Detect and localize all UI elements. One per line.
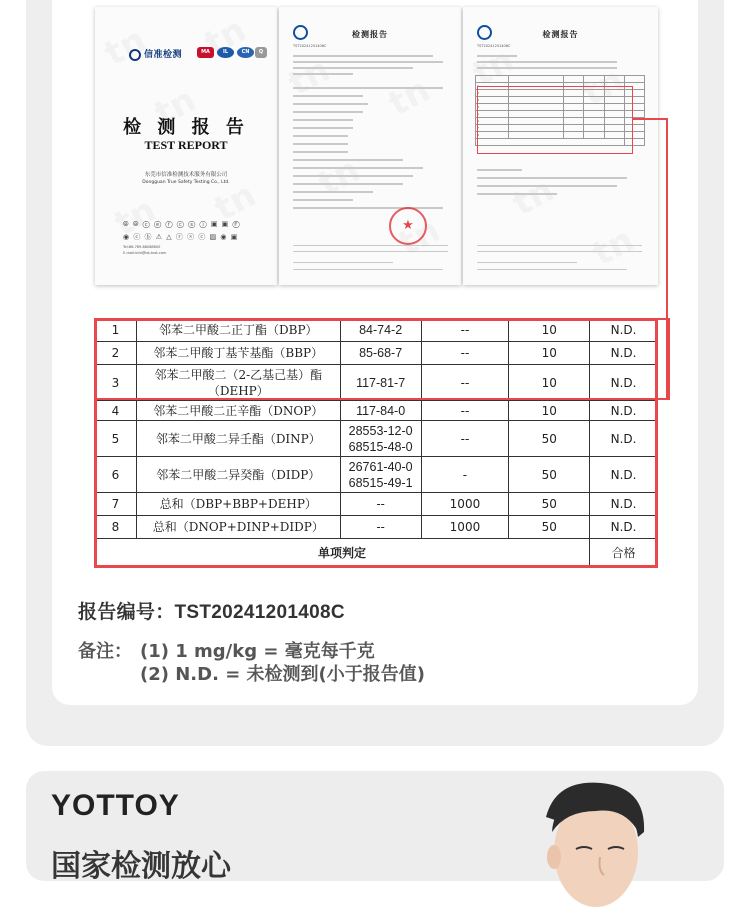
- mini-table-highlight: [477, 86, 633, 154]
- substance-name: 邻苯二甲酸二异癸酯（DIDP）: [136, 457, 340, 493]
- page3-report-ref: TST20241201408C: [477, 44, 511, 48]
- report-cover-image: [95, 7, 277, 285]
- detection-limit: 1000: [421, 493, 509, 516]
- substance-name: 总和（DNOP+DINP+DIDP）: [136, 516, 340, 539]
- substance-name: 邻苯二甲酸二异壬酯（DINP）: [136, 421, 340, 457]
- limit-value: 10: [509, 319, 590, 342]
- cas-number: --: [340, 493, 421, 516]
- cover-title-en: TEST REPORT: [144, 138, 228, 152]
- row-number: 7: [95, 493, 137, 516]
- substance-name: 总和（DBP+BBP+DEHP）: [136, 493, 340, 516]
- highlight-connector: [633, 118, 668, 120]
- tst-logo-icon: [129, 49, 141, 61]
- limit-value: 10: [509, 342, 590, 365]
- detection-limit: -: [421, 457, 509, 493]
- row-number: 4: [95, 401, 137, 421]
- cas-number: 85-68-7: [340, 342, 421, 365]
- cover-org-en: Dongguan True Safety Testing Co., Ltd.: [142, 180, 230, 185]
- result-value: N.D.: [590, 493, 658, 516]
- ilac-mark-icon: IL: [217, 47, 234, 58]
- table-row: [95, 516, 658, 539]
- cnas-mark-icon: CN: [237, 47, 254, 58]
- row-number: 2: [95, 342, 137, 365]
- note-line-1: (1) 1 mg/kg = 毫克每千克: [140, 641, 375, 662]
- detection-limit: --: [421, 365, 509, 401]
- result-value: N.D.: [590, 319, 658, 342]
- table-row: [95, 319, 658, 342]
- substance-name: 邻苯二甲酸二正辛酯（DNOP）: [136, 401, 340, 421]
- report-number: 报告编号：TST20241201408C: [78, 602, 345, 623]
- limit-value: 50: [509, 516, 590, 539]
- result-value: N.D.: [590, 365, 658, 401]
- cas-number: 117-81-7: [340, 365, 421, 401]
- page3-title: 检测报告: [542, 30, 579, 39]
- verdict-label: 单项判定: [95, 539, 590, 567]
- cover-contact-tel: Tel:86-769-88088800: [123, 245, 161, 249]
- mini-results-table: 1 2 3 4 5 6 7 8: [475, 75, 645, 146]
- cover-cert-logos-row2: ◉ ⓒ ⓑ ⚠ △ ⓡ ⓢ ⓒ ▨ ◉ ▣: [123, 233, 239, 241]
- row-number: 3: [95, 365, 137, 401]
- limit-value: 10: [509, 401, 590, 421]
- page2-report-ref: TST20241201408C: [293, 44, 327, 48]
- phthalate-results-table: [94, 318, 658, 567]
- substance-name: 邻苯二甲酸二正丁酯（DBP）: [136, 319, 340, 342]
- table-row: [95, 365, 658, 401]
- page2-title: 检测报告: [352, 30, 388, 39]
- result-value: N.D.: [590, 342, 658, 365]
- cover-cert-logos-row1: ⦾ ⦾ ⓒ ⓔ ⓕ ⓒ ⓢ ⓘ ▣ ▣ Ⓕ: [123, 220, 241, 228]
- limit-value: 50: [509, 493, 590, 516]
- cma-mark-icon: MA: [197, 47, 214, 58]
- table-row: [95, 401, 658, 421]
- result-value: N.D.: [590, 421, 658, 457]
- cover-contact-email: E-mail:info@tst-test.com: [123, 251, 167, 255]
- brand-wordmark: YOTTOY: [51, 789, 180, 822]
- cas-number: 28553-12-0 68515-48-0: [340, 421, 421, 457]
- detection-limit: --: [421, 319, 509, 342]
- table-row: [95, 493, 658, 516]
- highlight-connector: [666, 118, 668, 400]
- table-row: [95, 421, 658, 457]
- banner-heading: 国家检测放心: [51, 849, 231, 884]
- report-page-info-image: [279, 7, 461, 285]
- cas-number: 117-84-0: [340, 401, 421, 421]
- notes-label: 备注：: [78, 641, 132, 662]
- cover-org-cn: 东莞市信准检测技术服务有限公司: [144, 172, 228, 178]
- result-value: N.D.: [590, 457, 658, 493]
- verdict-value: 合格: [590, 539, 658, 567]
- model-photo: [516, 777, 666, 917]
- result-value: N.D.: [590, 401, 658, 421]
- substance-name: 邻苯二甲酸二（2-乙基己基）酯（DEHP）: [136, 365, 340, 401]
- detection-limit: --: [421, 342, 509, 365]
- detection-limit: --: [421, 401, 509, 421]
- cover-title-cn: 检 测 报 告: [123, 117, 249, 138]
- row-number: 8: [95, 516, 137, 539]
- brand-banner: [26, 771, 724, 884]
- substance-name: 邻苯二甲酸丁基苄基酯（BBP）: [136, 342, 340, 365]
- detection-limit: --: [421, 421, 509, 457]
- cas-number: --: [340, 516, 421, 539]
- detection-limit: 1000: [421, 516, 509, 539]
- limit-value: 50: [509, 421, 590, 457]
- note-line-2: (2) N.D. = 未检测到(小于报告值): [140, 664, 425, 685]
- red-seal-stamp-icon: ★: [389, 207, 427, 245]
- row-number: 5: [95, 421, 137, 457]
- cas-number: 26761-40-0 68515-49-1: [340, 457, 421, 493]
- cover-brand: 信准检测: [129, 47, 182, 61]
- table-row: [95, 457, 658, 493]
- result-value: N.D.: [590, 516, 658, 539]
- limit-value: 10: [509, 365, 590, 401]
- verdict-row: [95, 539, 658, 567]
- cas-number: 84-74-2: [340, 319, 421, 342]
- cert-mark-icon: Q: [255, 47, 267, 58]
- table-row: [95, 342, 658, 365]
- row-number: 6: [95, 457, 137, 493]
- limit-value: 50: [509, 457, 590, 493]
- row-number: 1: [95, 319, 137, 342]
